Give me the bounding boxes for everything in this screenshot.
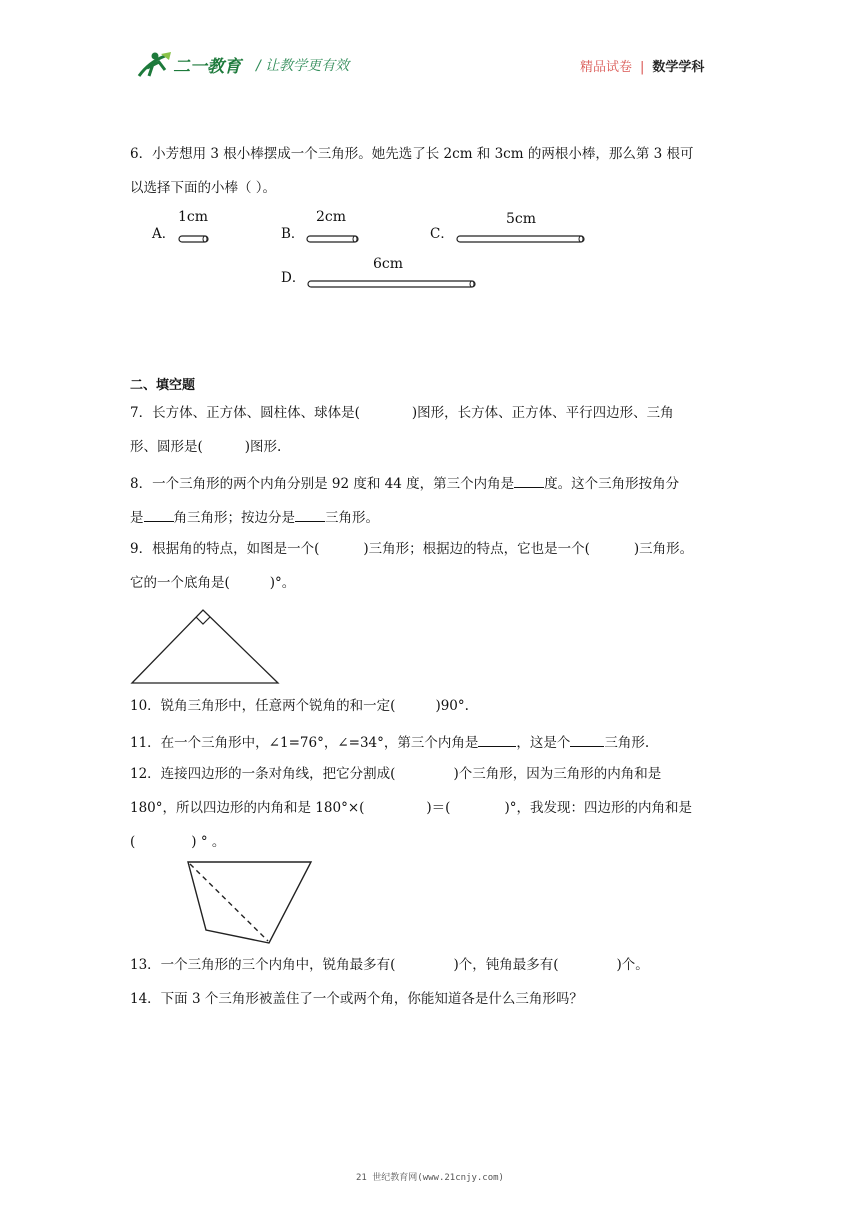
q6-line1: 6．小芳想用 3 根小棒摆成一个三角形。她先选了长 2cm 和 3cm 的两根小棒，那么第 3 根可: [130, 146, 694, 162]
q6-option-d-length: 6cm: [373, 256, 404, 272]
q9-text-d: 它的一个底角是(: [130, 575, 230, 591]
stick-d-icon: [307, 279, 477, 289]
q12-text-a: 12．连接四边形的一条对角线，把它分割成(: [130, 766, 396, 782]
q11-text-c: 三角形.: [604, 735, 650, 751]
q12-line3: [130, 836, 225, 850]
q6-line2: 以选择下面的小棒（ ）。: [130, 180, 277, 196]
q12-text-e: )°，我发现：四边形的内角和是: [504, 800, 692, 816]
slogan: / 让教学更有效: [256, 58, 350, 74]
q12-text-d: )＝(: [426, 800, 451, 816]
q8-line2: [130, 509, 379, 526]
header-separator: |: [640, 60, 645, 75]
q8-text-b: 度。这个三角形按角分: [544, 476, 680, 492]
q9-text-b: )三角形；根据边的特点，它也是一个(: [363, 541, 590, 557]
q12-line1: [130, 768, 661, 782]
page-footer: 21 世纪教育网(www.21cnjy.com): [356, 1173, 504, 1183]
stick-a-icon: [178, 234, 210, 244]
q10-text-b: )90°.: [435, 698, 469, 714]
q11-blank-1[interactable]: [478, 734, 516, 747]
q12-text-b: )个三角形，因为三角形的内角和是: [453, 766, 662, 782]
q13-text-a: 13．一个三角形的三个内角中，锐角最多有(: [130, 957, 396, 973]
q11-text-a: 11．在一个三角形中，∠1=76°，∠=34°，第三个内角是: [130, 735, 479, 751]
q6-option-a-label: A．: [152, 226, 176, 242]
q11-line: [130, 734, 649, 751]
q10-text-a: 10．锐角三角形中，任意两个锐角的和一定(: [130, 698, 396, 714]
q7-text-c: 形、圆形是(: [130, 439, 203, 455]
q8-text-e: 三角形。: [325, 510, 379, 526]
q8-blank-2[interactable]: [144, 509, 174, 522]
section-fill-in-title: 二、填空题: [130, 378, 196, 393]
q13-text-b: )个，钝角最多有(: [453, 957, 559, 973]
q13-line: [130, 959, 649, 973]
q6-option-c-length: 5cm: [506, 211, 537, 227]
q11-blank-2[interactable]: [570, 734, 604, 747]
q7-text-a: 7．长方体、正方体、圆柱体、球体是(: [130, 405, 360, 421]
q12-text-g: ) ° 。: [191, 834, 226, 850]
stick-c-icon: [456, 234, 586, 244]
q6-option-b-label: B．: [281, 226, 305, 242]
q11-text-b: ，这是个: [516, 735, 571, 751]
q10-line: [130, 700, 469, 714]
q6-option-c-label: C．: [430, 226, 454, 242]
q9-text-c: )三角形。: [633, 541, 694, 557]
stick-b-icon: [306, 234, 360, 244]
q13-text-c: )个。: [616, 957, 649, 973]
q7-line2: [130, 441, 281, 455]
tag-quality-paper: 精品试卷: [580, 60, 633, 75]
q9-text-a: 9．根据角的特点，如图是一个(: [130, 541, 320, 557]
q8-blank-1[interactable]: [514, 475, 544, 488]
q8-text-a: 8．一个三角形的两个内角分别是 92 度和 44 度，第三个内角是: [130, 476, 515, 492]
q8-text-c: 是: [130, 510, 144, 526]
tag-subject: 数学学科: [652, 60, 705, 75]
q7-text-b: )图形，长方体、正方体、平行四边形、三角: [411, 405, 674, 421]
q9-text-e: )°。: [269, 575, 296, 591]
quadrilateral-diagonal-figure: [186, 860, 316, 946]
q8-blank-3[interactable]: [295, 509, 325, 522]
q9-line1: [130, 543, 693, 557]
q8-text-d: 角三角形；按边分是: [173, 510, 295, 526]
header-tags: [580, 56, 704, 75]
q12-line2: [130, 802, 692, 816]
brand-name: 二一教育: [173, 57, 241, 77]
q12-text-f: (: [130, 834, 136, 850]
q6-option-d-label: D．: [281, 270, 306, 286]
q7-text-d: )图形.: [244, 439, 282, 455]
q7-line1: [130, 407, 674, 421]
q6-option-a-length: 1cm: [178, 209, 209, 225]
right-isosceles-triangle-figure: [130, 606, 282, 686]
q12-text-c: 180°，所以四边形的内角和是 180°×(: [130, 800, 365, 816]
q14-line: 14．下面 3 个三角形被盖住了一个或两个角，你能知道各是什么三角形吗？: [130, 991, 583, 1007]
q8-line1: [130, 475, 679, 492]
q6-option-b-length: 2cm: [316, 209, 347, 225]
q9-line2: [130, 577, 295, 591]
